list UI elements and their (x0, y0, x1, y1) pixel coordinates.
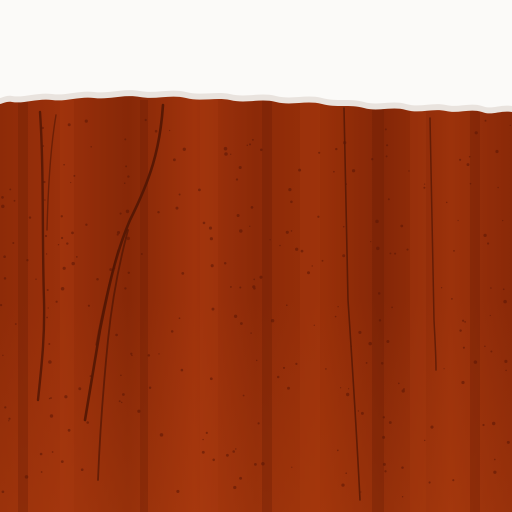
speckle (61, 215, 63, 217)
speckle (148, 354, 151, 357)
speckle (505, 370, 507, 372)
speckle (346, 393, 349, 396)
speckle (183, 148, 186, 151)
speckle (485, 120, 487, 122)
speckle (493, 471, 496, 474)
speckle (457, 220, 458, 221)
speckle (212, 459, 215, 462)
speckle (239, 229, 242, 232)
speckle (126, 210, 129, 213)
speckle (490, 287, 492, 289)
speckle (90, 375, 92, 377)
speckle (490, 315, 491, 316)
speckle (348, 388, 349, 389)
speckle (322, 260, 324, 262)
speckle (63, 164, 65, 166)
speckle (260, 148, 263, 151)
speckle (47, 289, 49, 291)
speckle (318, 152, 320, 154)
speckle (383, 416, 385, 418)
speckle (176, 207, 179, 210)
speckle (127, 175, 129, 177)
speckle (484, 346, 486, 348)
speckle (482, 424, 484, 426)
speckle (386, 144, 388, 146)
speckle (252, 139, 254, 141)
speckle (376, 247, 379, 250)
speckle (249, 226, 250, 227)
speckle (52, 451, 54, 453)
speckle (4, 277, 7, 280)
speckle (58, 244, 59, 245)
speckle (253, 287, 256, 290)
speckle (492, 422, 495, 425)
speckle (44, 199, 46, 201)
speckle (2, 355, 3, 356)
snow-cap (0, 0, 512, 107)
speckle (288, 188, 291, 191)
speckle (78, 387, 81, 390)
speckle (394, 253, 396, 255)
speckle (3, 255, 6, 258)
speckle (85, 119, 88, 122)
speckle (29, 216, 31, 218)
speckle (398, 383, 400, 385)
speckle (232, 450, 235, 453)
speckle (171, 330, 174, 333)
speckle (141, 253, 143, 255)
speckle (230, 286, 232, 288)
speckle (124, 138, 126, 140)
speckle (41, 127, 43, 129)
speckle (131, 355, 133, 357)
speckle (371, 158, 373, 160)
speckle (25, 475, 29, 479)
speckle (233, 486, 236, 489)
speckle (41, 471, 43, 473)
speckle (15, 323, 17, 325)
speckle (202, 439, 203, 440)
speckle (0, 304, 2, 306)
speckle (333, 171, 335, 173)
speckle (352, 169, 355, 172)
speckle (386, 340, 389, 343)
speckle (301, 250, 304, 253)
speckle (249, 143, 251, 145)
speckle (61, 460, 64, 463)
speckle (279, 245, 281, 247)
speckle (40, 453, 43, 456)
speckle (381, 362, 384, 365)
speckle (277, 376, 280, 379)
speckle (234, 315, 237, 318)
speckle (494, 459, 496, 461)
speckle (291, 230, 293, 232)
speckle (247, 144, 249, 146)
speckle (226, 454, 229, 457)
speckle (202, 451, 205, 454)
speckle (243, 395, 245, 397)
speckle (443, 368, 444, 369)
speckle (48, 343, 50, 345)
speckle (497, 187, 499, 189)
speckle (68, 123, 71, 126)
speckle (119, 400, 121, 402)
speckle (385, 128, 387, 130)
speckle (122, 393, 125, 396)
speckle (343, 141, 346, 144)
speckle (483, 234, 486, 237)
speckle (286, 231, 289, 234)
speckle (212, 308, 215, 311)
speckle (504, 360, 507, 363)
speckle (230, 154, 231, 155)
speckle (258, 422, 260, 424)
speckle (345, 472, 347, 474)
speckle (137, 410, 140, 413)
speckle (459, 159, 461, 161)
speckle (259, 276, 262, 279)
speckle (239, 286, 241, 288)
speckle (235, 448, 236, 449)
speckle (361, 412, 364, 415)
speckle (211, 264, 214, 267)
speckle (96, 278, 99, 281)
speckle (400, 225, 403, 228)
speckle (502, 220, 503, 221)
speckle (261, 462, 265, 466)
speckle (155, 130, 158, 133)
speckle (254, 463, 257, 466)
speckle (495, 150, 498, 153)
speckle (8, 418, 10, 420)
speckle (169, 130, 170, 131)
speckle (12, 242, 14, 244)
speckle (128, 272, 130, 274)
speckle (124, 182, 126, 184)
speckle (474, 360, 478, 364)
speckle (291, 467, 292, 468)
speckle (124, 287, 126, 289)
speckle (335, 148, 337, 150)
speckle (61, 287, 65, 291)
speckle (71, 232, 74, 235)
speckle (179, 317, 181, 319)
speckle (157, 211, 159, 213)
speckle (388, 198, 390, 200)
speckle (370, 241, 371, 242)
speckle (317, 216, 319, 218)
speckle (503, 300, 507, 304)
speckle (384, 470, 386, 472)
speckle (68, 429, 71, 432)
speckle (251, 206, 254, 209)
speckle (127, 237, 130, 240)
speckle (42, 145, 44, 147)
speckle (198, 189, 201, 192)
speckle (224, 152, 228, 156)
speckle (459, 329, 461, 331)
speckle (461, 381, 464, 384)
speckle (45, 235, 47, 237)
speckle (467, 163, 470, 166)
speckle (81, 468, 84, 471)
speckle (71, 262, 74, 265)
speckle (475, 131, 478, 134)
speckle (382, 436, 385, 439)
speckle (8, 420, 9, 421)
speckle (375, 220, 379, 224)
speckle (224, 147, 228, 151)
speckle (337, 450, 339, 452)
speckle (269, 239, 270, 240)
speckle (70, 182, 71, 183)
speckle (343, 226, 345, 228)
speckle (307, 271, 310, 274)
speckle (239, 166, 242, 169)
speckle (181, 369, 184, 372)
speckle (26, 259, 28, 261)
speckle (48, 360, 52, 364)
speckle (48, 307, 49, 308)
speckle (86, 421, 89, 424)
speckle (121, 402, 123, 404)
speckle (441, 287, 442, 288)
speckle (203, 222, 206, 225)
speckle (430, 426, 433, 429)
speckle (462, 320, 464, 322)
speckle (4, 406, 6, 408)
speckle (402, 496, 403, 497)
speckle (160, 433, 164, 437)
speckle (401, 466, 404, 469)
speckle (120, 213, 122, 215)
speckle (237, 214, 240, 217)
speckle (446, 202, 448, 204)
speckle (490, 351, 492, 353)
speckle (9, 188, 11, 190)
speckle (391, 307, 393, 309)
speckle (114, 268, 115, 269)
speckle (256, 360, 258, 362)
speckle (298, 169, 301, 172)
speckle (429, 481, 431, 483)
speckle (386, 155, 388, 157)
speckle (487, 242, 489, 244)
speckle (239, 477, 242, 480)
speckle (379, 319, 381, 321)
speckle (341, 483, 344, 486)
speckle (1, 205, 4, 208)
speckle (63, 267, 66, 270)
speckle (295, 363, 297, 365)
speckle (503, 288, 505, 290)
speckle (271, 319, 274, 322)
speckle (464, 321, 466, 323)
speckle (61, 237, 63, 239)
speckle (358, 331, 361, 334)
speckle (115, 334, 118, 337)
speckle (360, 491, 361, 492)
speckle (145, 119, 147, 121)
speckle (295, 248, 298, 251)
speckle (224, 262, 227, 265)
speckle (250, 332, 251, 333)
speckle (408, 170, 409, 171)
speckle (210, 237, 213, 240)
speckle (389, 421, 392, 424)
speckle (120, 375, 122, 377)
speckle (406, 249, 408, 251)
speckle (158, 353, 159, 354)
speckle (14, 200, 16, 202)
speckle (424, 440, 426, 442)
speckle (470, 183, 472, 185)
speckle (46, 253, 47, 254)
speckle (43, 181, 45, 183)
speckle (210, 377, 213, 380)
speckle (389, 252, 391, 254)
speckle (452, 479, 454, 481)
speckle (66, 242, 68, 244)
speckle (206, 432, 208, 434)
speckle (312, 265, 313, 266)
speckle (345, 183, 347, 185)
speckle (1, 196, 4, 199)
speckle (73, 175, 75, 177)
speckle (236, 178, 238, 180)
speckle (56, 301, 58, 303)
speckle (181, 272, 184, 275)
speckle (209, 227, 212, 230)
speckle (35, 279, 36, 280)
speckle (287, 387, 290, 390)
speckle (76, 256, 78, 258)
speckle (337, 306, 338, 307)
speckle (507, 441, 510, 444)
speckle (149, 386, 151, 388)
speckle (50, 397, 52, 399)
speckle (176, 490, 179, 493)
speckle (64, 395, 67, 398)
speckle (378, 292, 381, 295)
speckle (463, 347, 465, 349)
speckle (90, 146, 92, 148)
speckle (88, 305, 90, 307)
speckle (283, 367, 285, 369)
speckle (340, 387, 341, 388)
speckle (366, 362, 368, 364)
speckle (351, 345, 352, 346)
speckle (240, 322, 243, 325)
speckle (424, 183, 425, 184)
speckle (314, 325, 315, 326)
speckle (179, 194, 181, 196)
speckle (46, 317, 48, 319)
speckle (325, 368, 327, 370)
speckle (109, 268, 112, 271)
speckle (358, 410, 359, 411)
speckle (85, 224, 87, 226)
speckle (335, 316, 337, 318)
speckle (342, 254, 345, 257)
speckle (383, 463, 386, 466)
speckle (173, 158, 176, 161)
speckle (125, 165, 127, 167)
speckle (423, 187, 425, 189)
speckle (368, 342, 372, 346)
speckle (117, 234, 119, 236)
speckle (50, 414, 53, 417)
speckle (510, 125, 511, 126)
speckle (130, 353, 132, 355)
speckle (402, 389, 405, 392)
speckle (290, 201, 293, 204)
speckle (453, 250, 455, 252)
speckle (2, 490, 5, 493)
speckle (451, 298, 453, 300)
speckle (286, 304, 288, 306)
speckle (469, 156, 471, 158)
speckle (253, 279, 255, 281)
